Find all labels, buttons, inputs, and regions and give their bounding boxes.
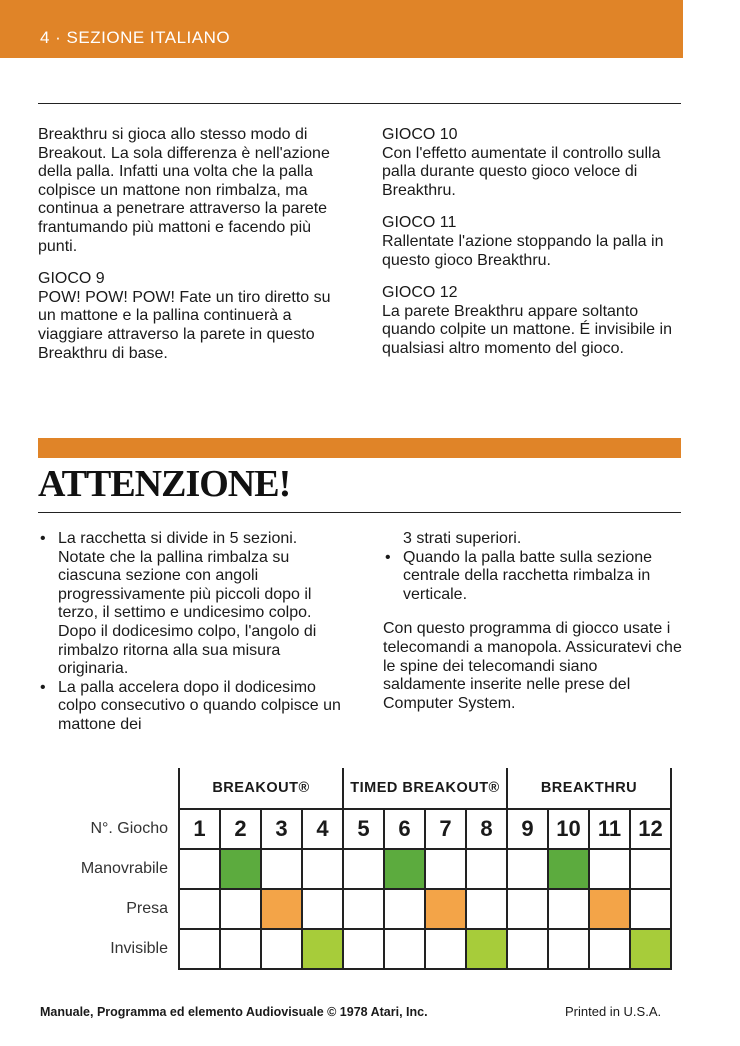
header-bar <box>0 0 683 58</box>
empty-cell <box>384 929 425 969</box>
empty-cell <box>343 889 384 929</box>
empty-cell <box>630 889 671 929</box>
marked-cell <box>466 929 507 969</box>
controller-paragraph: Con questo programma di giocco usate i telecomandi a manopola. Assicuratevi che le spine dei telecomandi siano saldamente inserite nelle prese del Computer System. <box>383 620 682 712</box>
row-label: Invisible <box>110 940 168 957</box>
empty-cell <box>466 849 507 889</box>
empty-cell <box>179 849 220 889</box>
marked-cell <box>384 849 425 889</box>
game-number-cell: 5 <box>343 809 384 849</box>
bullet-item: • Quando la palla batte sulla sezione centrale della racchetta rimbalza in verticale. <box>383 549 683 605</box>
divider <box>38 103 681 104</box>
empty-cell <box>220 889 261 929</box>
right-column <box>382 126 682 359</box>
marked-cell <box>220 849 261 889</box>
marked-cell <box>589 889 630 929</box>
empty-cell <box>425 849 466 889</box>
marked-cell <box>261 889 302 929</box>
empty-cell <box>589 849 630 889</box>
game9-title: GIOCO 9 <box>38 270 105 288</box>
divider <box>38 512 681 513</box>
printed-text: Printed in U.S.A. <box>565 1004 662 1019</box>
attention-left <box>38 530 343 735</box>
game-number-cell: 11 <box>589 809 630 849</box>
table-row <box>48 849 671 889</box>
empty-cell <box>507 929 548 969</box>
table-row <box>48 889 671 929</box>
table-group-row <box>48 768 671 809</box>
attention-heading: ATTENZIONE! <box>38 463 291 505</box>
empty-cell <box>466 889 507 929</box>
empty-cell <box>507 849 548 889</box>
empty-cell <box>425 929 466 969</box>
number-label: N°. Giocho <box>90 820 168 837</box>
game-number-cell: 1 <box>179 809 220 849</box>
bullet-continuation: 3 strati superiori. <box>403 530 522 547</box>
game9-text: POW! POW! POW! Fate un tiro diretto su un mattone e la pallina continuerà a viaggiare attraverso la parete in questo Breakthru di base. <box>38 288 331 362</box>
empty-cell <box>507 889 548 929</box>
marked-cell <box>548 849 589 889</box>
game11-text: Rallentate l'azione stoppando la palla in questo gioco Breakthru. <box>382 232 664 269</box>
attention-right <box>383 530 683 713</box>
empty-cell <box>261 849 302 889</box>
game-number-cell: 7 <box>425 809 466 849</box>
empty-cell <box>302 849 343 889</box>
marked-cell <box>425 889 466 929</box>
empty-cell <box>384 889 425 929</box>
game-number-cell: 3 <box>261 809 302 849</box>
intro-text: Breakthru si gioca allo stesso modo di Breakout. La sola differenza è nell'azione della palla. Infatti una volta che la palla colpisce un mattone non rimbalza, ma continua a penetrare attraverso la parete frantumando più mattoni e facendo più punti. <box>38 126 330 255</box>
game-number-cell: 6 <box>384 809 425 849</box>
page-title: 4 · SEZIONE ITALIANO <box>40 28 231 47</box>
table-number-row <box>48 809 671 849</box>
game10-title: GIOCO 10 <box>382 126 458 143</box>
left-column <box>38 126 338 363</box>
row-label: Manovrabile <box>80 860 168 877</box>
game10-text: Con l'effetto aumentate il controllo sulla palla durante questo gioco veloce di Breakthru. <box>382 144 661 199</box>
empty-cell <box>630 849 671 889</box>
marked-cell <box>630 929 671 969</box>
game-matrix-table <box>48 768 672 970</box>
bullet-item: • La racchetta si divide in 5 sezioni. Notate che la pallina rimbalza su ciascuna sezione con angoli progressivamente più piccoli dopo il terzo, il settimo e undicesimo colpo. Dopo il dodicesimo colpo, l'angolo di rimbalzo ritorna alla sua misura originaria. <box>38 530 343 679</box>
game-number-cell: 4 <box>302 809 343 849</box>
empty-cell <box>179 929 220 969</box>
marked-cell <box>302 929 343 969</box>
game-number-cell: 2 <box>220 809 261 849</box>
empty-cell <box>261 929 302 969</box>
game11-title: GIOCO 11 <box>382 214 457 232</box>
game12-text: La parete Breakthru appare soltanto quando colpite un mattone. É invisibile in qualsiasi altro momento del gioco. <box>382 302 672 357</box>
group-timed-breakout: TIMED BREAKOUT® <box>343 768 507 809</box>
empty-cell <box>302 889 343 929</box>
game-number-cell: 9 <box>507 809 548 849</box>
empty-cell <box>220 929 261 969</box>
game-number-cell: 10 <box>548 809 589 849</box>
row-label: Presa <box>126 900 168 917</box>
empty-cell <box>343 929 384 969</box>
game-number-cell: 12 <box>630 809 671 849</box>
group-breakout: BREAKOUT® <box>179 768 343 809</box>
bullet-item: • La palla accelera dopo il dodicesimo colpo consecutivo o quando colpisce un mattone dei <box>38 679 343 735</box>
table-row <box>48 929 671 969</box>
game-number-cell: 8 <box>466 809 507 849</box>
group-breakthru: BREAKTHRU <box>507 768 671 809</box>
empty-cell <box>548 889 589 929</box>
empty-cell <box>589 929 630 969</box>
empty-cell <box>179 889 220 929</box>
copyright-text: Manuale, Programma ed elemento Audiovisuale © 1978 Atari, Inc. <box>40 1005 428 1019</box>
empty-cell <box>343 849 384 889</box>
empty-cell <box>548 929 589 969</box>
game12-title: GIOCO 12 <box>382 284 458 302</box>
section-band <box>38 438 681 458</box>
